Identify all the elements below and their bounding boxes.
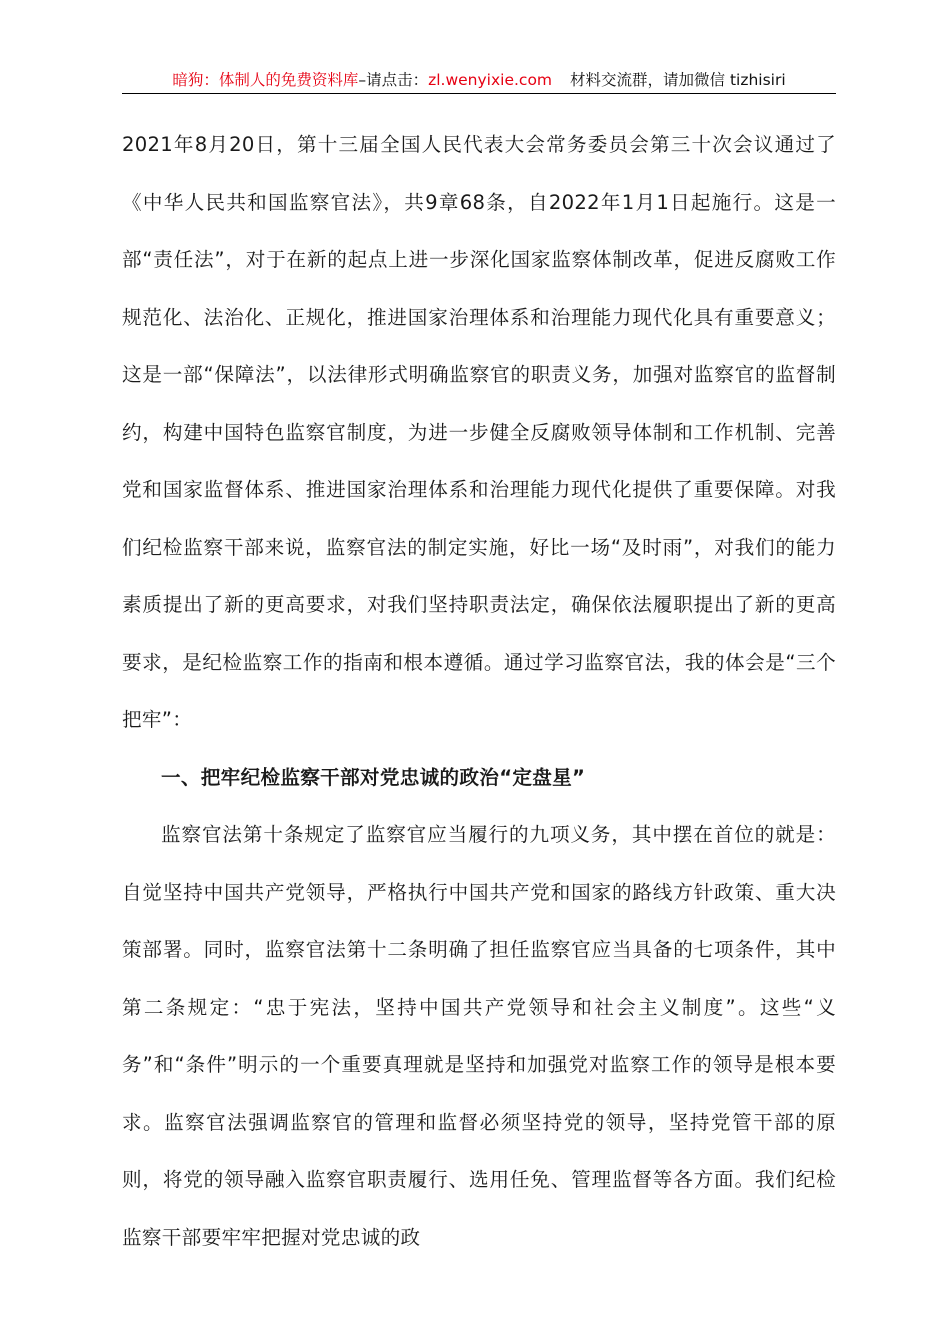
document-body: [122, 116, 836, 1266]
page-header: [122, 66, 836, 94]
header-contact: 材料交流群，请加微信 tizhisiri: [570, 70, 786, 89]
header-brand: 暗狗：体制人的免费资料库: [172, 70, 359, 89]
header-prompt: –请点击：: [358, 70, 429, 89]
section-1-heading: 一、把牢纪检监察干部对党忠诚的政治“定盘星”: [161, 765, 586, 789]
intro-paragraph: 2021年8月20日，第十三届全国人民代表大会常务委员会第三十次会议通过了《中华人民共和国监察官法》，共9章68条，自2022年1月1日起施行。这是一部“责任法”，对于在新的起点上进一步深化国家监察体制改革，促进反腐败工作规范化、法治化、正规化，推进国家治理体系和治理能力现代化具有重要意义；这是一部“保障法”，以法律形式明确监察官的职责义务，加强对监察官的监督制约，构建中国特色监察官制度，为进一步健全反腐败领导体制和工作机制、完善党和国家监督体系、推进国家治理体系和治理能力现代化提供了重要保障。对我们纪检监察干部来说，监察官法的制定实施，好比一场“及时雨”，对我们的能力素质提出了新的更高要求，对我们坚持职责法定，确保依法履职提出了新的更高要求，是纪检监察工作的指南和根本遵循。通过学习监察官法，我的体会是“三个把牢”：: [122, 133, 836, 731]
header-url-link[interactable]: zl.wenyixie.com: [428, 70, 553, 89]
section-1-paragraph: 监察官法第十条规定了监察官应当履行的九项义务，其中摆在首位的就是：自觉坚持中国共产党领导，严格执行中国共产党和国家的路线方针政策、重大决策部署。同时，监察官法第十二条明确了担任监察官应当具备的七项条件，其中第二条规定：“忠于宪法，坚持中国共产党领导和社会主义制度”。这些“义务”和“条件”明示的一个重要真理就是坚持和加强党对监察工作的领导是根本要求。监察官法强调监察官的管理和监督必须坚持党的领导，坚持党管干部的原则，将党的领导融入监察官职责履行、选用任免、管理监督等各方面。我们纪检监察干部要牢牢把握对党忠诚的政: [122, 823, 836, 1249]
